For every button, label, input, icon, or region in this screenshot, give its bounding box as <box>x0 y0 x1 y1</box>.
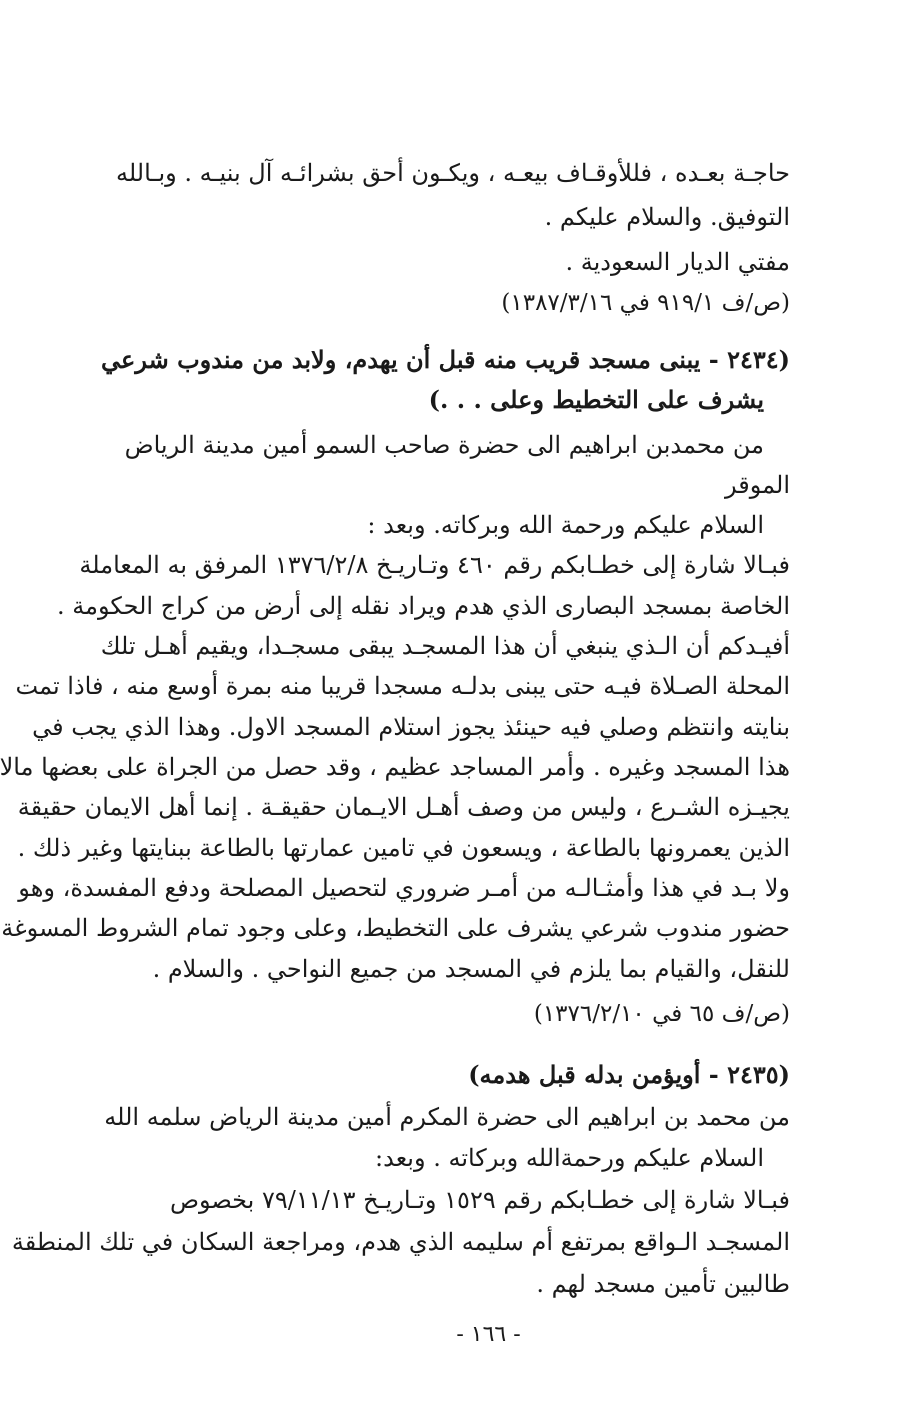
body-line: المحلة الصـلاة فيـه حتى يبنى بدلـه مسجدا قريبا منه بمرة أوسع منه ، فاذا تمت <box>15 672 790 700</box>
body-line: من محمد بن ابراهيم الى حضرة المكرم أمين مدينة الرياض سلمه الله <box>104 1103 790 1131</box>
body-line: حضور مندوب شرعي يشرف على التخطيط، وعلى وجود تمام الشروط المسوغة <box>1 914 790 942</box>
body-line: حاجـة بعـده ، فللأوقـاف بيعـه ، ويكـون أحق بشرائـه آل بنيـه . وبـالله <box>115 159 790 187</box>
body-line: للنقل، والقيام بما يلزم في المسجد من جميع النواحي . والسلام . <box>152 955 790 983</box>
section-heading: يشرف على التخطيط وعلى . . .) <box>428 385 764 414</box>
body-line: التوفيق. والسلام عليكم . <box>544 203 790 231</box>
body-line: بنايته وانتظم وصلي فيه حينئذ يجوز استلام المسجد الاول. وهذا الذي يجب في <box>32 713 790 741</box>
body-line: هذا المسجد وغيره . وأمر المساجد عظيم ، وقد حصل من الجراة على بعضها مالا <box>0 753 790 781</box>
body-line: طالبين تأمين مسجد لهم . <box>536 1270 790 1298</box>
body-line: فبـالا شارة إلى خطـابكم رقم ١٥٢٩ وتـاريـخ ٧٩/١١/١٣ بخصوص <box>169 1186 790 1214</box>
body-line: يجيـزه الشـرع ، وليس من وصف أهـل الايـمان حقيقـة . إنما أهل الايمان حقيقة <box>17 793 790 821</box>
section-heading: (٢٤٣٥ - أويؤمن بدله قبل هدمه) <box>468 1060 790 1089</box>
reference-line: (ص/ف ٦٥ في ١٣٧٦/٢/١٠) <box>533 1001 790 1027</box>
page-number: - ١٦٦ - <box>456 1322 521 1347</box>
body-line: فبـالا شارة إلى خطـابكم رقم ٤٦٠ وتـاريـخ ١٣٧٦/٢/٨ المرفق به المعاملة <box>79 551 790 579</box>
body-line: السلام عليكم ورحمةالله وبركاته . وبعد: <box>375 1144 764 1172</box>
body-line: المسجـد الـواقع بمرتفع أم سليمه الذي هدم، ومراجعة السكان في تلك المنطقة <box>11 1228 790 1256</box>
reference-line: (ص/ف ٩١٩/١ في ١٣٨٧/٣/١٦) <box>501 290 790 316</box>
body-line: الخاصة بمسجد البصارى الذي هدم ويراد نقله إلى أرض من كراج الحكومة . <box>56 592 790 620</box>
signature-line: مفتي الديار السعودية . <box>565 248 790 276</box>
body-line: الموقر <box>725 471 790 499</box>
body-line: الذين يعمرونها بالطاعة ، ويسعون في تامين عمارتها بالطاعة ببنايتها وغير ذلك . <box>17 834 790 862</box>
body-line: من محمدبن ابراهيم الى حضرة صاحب السمو أمين مدينة الرياض <box>124 431 764 459</box>
section-heading: (٢٤٣٤ - يبنى مسجد قريب منه قبل أن يهدم، ولابد من مندوب شرعي <box>101 345 790 374</box>
body-line: ولا بـد في هذا وأمثـالـه من أمـر ضروري لتحصيل المصلحة ودفع المفسدة، وهو <box>18 874 790 902</box>
body-line: السلام عليكم ورحمة الله وبركاته. وبعد : <box>367 511 764 539</box>
body-line: أفيـدكم أن الـذي ينبغي أن هذا المسجـد يبقى مسجـدا، ويقيم أهـل تلك <box>100 632 790 660</box>
